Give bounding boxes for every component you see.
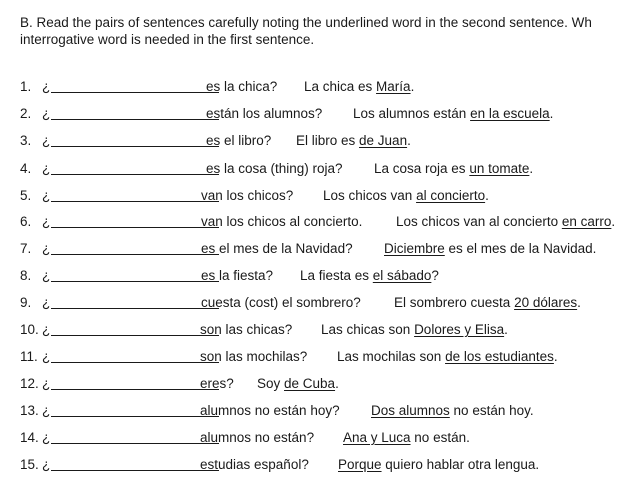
answer-after: . <box>577 295 581 310</box>
underlined-word: 20 dólares <box>514 295 578 310</box>
question-text: es la cosa (thing) roja? <box>206 161 343 176</box>
answer-sentence <box>304 79 414 94</box>
answer-blank[interactable] <box>51 119 219 120</box>
question-text: van los chicos al concierto. <box>201 214 363 229</box>
inverted-question-mark: ¿ <box>42 430 51 445</box>
item-number: 8. <box>20 268 32 283</box>
answer-after: . <box>529 161 534 176</box>
item-number: 13. <box>20 403 39 418</box>
answer-blank[interactable] <box>51 227 219 228</box>
inverted-question-mark: ¿ <box>42 106 51 121</box>
inverted-question-mark: ¿ <box>42 161 51 176</box>
answer-sentence <box>300 268 439 283</box>
item-number: 6. <box>20 214 32 229</box>
inverted-question-mark: ¿ <box>42 241 51 256</box>
answer-sentence <box>371 403 534 418</box>
answer-sentence <box>296 133 411 148</box>
question-text: cuesta (cost) el sombrero? <box>201 295 361 310</box>
answer-blank[interactable] <box>51 92 219 93</box>
question-text: van los chicos? <box>201 188 294 203</box>
answer-blank[interactable] <box>51 389 219 390</box>
answer-before: La fiesta es <box>300 268 373 283</box>
answer-before: La cosa roja es <box>374 161 470 176</box>
answer-after: ? <box>431 268 439 283</box>
underlined-word: un tomate <box>469 161 530 176</box>
item-number: 15. <box>20 457 39 472</box>
item-number: 3. <box>20 133 32 148</box>
underlined-word: de Juan <box>359 133 408 148</box>
item-number: 11. <box>20 349 38 364</box>
item-number: 1. <box>20 79 32 94</box>
answer-sentence <box>353 106 553 121</box>
item-number: 10. <box>20 322 39 337</box>
underlined-word: Dos alumnos <box>371 403 450 418</box>
underlined-word: el sábado <box>372 268 432 283</box>
question-text: están los alumnos? <box>206 106 323 121</box>
inverted-question-mark: ¿ <box>42 403 51 418</box>
underlined-word: al concierto <box>416 188 486 203</box>
answer-blank[interactable] <box>51 470 219 471</box>
item-number: 5. <box>20 188 32 203</box>
underlined-word: Diciembre <box>384 241 445 256</box>
answer-before: Soy <box>257 376 285 391</box>
inverted-question-mark: ¿ <box>42 214 51 229</box>
underlined-word: en carro <box>561 214 612 229</box>
inverted-question-mark: ¿ <box>42 295 51 310</box>
inverted-question-mark: ¿ <box>42 349 51 364</box>
inverted-question-mark: ¿ <box>42 188 51 203</box>
answer-before: La chica es <box>304 79 377 94</box>
item-number: 14. <box>20 430 39 445</box>
answer-after: . <box>611 214 616 229</box>
inverted-question-mark: ¿ <box>42 133 51 148</box>
answer-after: . <box>549 106 554 121</box>
answer-before: Las chicas son <box>321 322 415 337</box>
answer-blank[interactable] <box>51 362 219 363</box>
answer-before: El sombrero cuesta <box>394 295 515 310</box>
answer-after: . <box>407 133 411 148</box>
question-text: alumnos no están hoy? <box>200 403 340 418</box>
answer-before: Los chicos van al concierto <box>396 214 562 229</box>
answer-after: . <box>553 349 558 364</box>
question-text: alumnos no están? <box>200 430 315 445</box>
item-number: 4. <box>20 161 32 176</box>
answer-sentence <box>337 349 558 364</box>
answer-sentence <box>321 322 508 337</box>
question-text: es el mes de la Navidad? <box>201 241 353 256</box>
inverted-question-mark: ¿ <box>42 322 51 337</box>
answer-after: no están hoy. <box>449 403 534 418</box>
answer-sentence <box>338 457 539 472</box>
answer-blank[interactable] <box>51 201 219 202</box>
answer-sentence <box>396 214 615 229</box>
answer-blank[interactable] <box>51 416 219 417</box>
answer-after: quiero hablar otra lengua. <box>381 457 540 472</box>
instructions-line-2: interrogative word is needed in the first sentence. <box>20 32 315 47</box>
answer-sentence <box>343 430 470 445</box>
underlined-word: María <box>376 79 411 94</box>
underlined-word: de Cuba <box>284 376 336 391</box>
answer-after: . <box>485 188 489 203</box>
answer-after: . <box>335 376 339 391</box>
answer-blank[interactable] <box>51 146 219 147</box>
answer-blank[interactable] <box>51 281 219 282</box>
item-number: 9. <box>20 295 32 310</box>
underlined-word: en la escuela <box>470 106 550 121</box>
answer-blank[interactable] <box>51 335 219 336</box>
answer-after: es el mes de la Navidad. <box>444 241 597 256</box>
question-text: son las mochilas? <box>200 349 308 364</box>
inverted-question-mark: ¿ <box>42 457 51 472</box>
inverted-question-mark: ¿ <box>42 376 51 391</box>
question-text: eres? <box>200 376 234 391</box>
item-number: 2. <box>20 106 32 121</box>
inverted-question-mark: ¿ <box>42 79 51 94</box>
answer-sentence <box>384 241 596 256</box>
answer-sentence <box>257 376 339 391</box>
underlined-word: Ana y Luca <box>343 430 411 445</box>
instructions-line-1: B. Read the pairs of sentences carefully noting the underlined word in the second sentence. Wh <box>20 15 592 30</box>
answer-before: Los alumnos están <box>353 106 471 121</box>
answer-after: no están. <box>410 430 470 445</box>
answer-before: El libro es <box>296 133 360 148</box>
question-text: es la fiesta? <box>201 268 274 283</box>
answer-sentence <box>394 295 581 310</box>
underlined-word: Dolores y Elisa <box>414 322 505 337</box>
inverted-question-mark: ¿ <box>42 268 51 283</box>
item-number: 12. <box>20 376 39 391</box>
question-text: son las chicas? <box>200 322 293 337</box>
answer-sentence <box>374 161 533 176</box>
answer-before: Las mochilas son <box>337 349 446 364</box>
answer-before: Los chicos van <box>323 188 417 203</box>
instructions <box>20 14 635 48</box>
answer-blank[interactable] <box>51 174 219 175</box>
answer-blank[interactable] <box>51 308 219 309</box>
answer-blank[interactable] <box>51 254 219 255</box>
question-text: estudias español? <box>200 457 309 472</box>
item-number: 7. <box>20 241 32 256</box>
question-text: es la chica? <box>206 79 278 94</box>
question-text: es el libro? <box>206 133 272 148</box>
underlined-word: Porque <box>338 457 382 472</box>
answer-after: . <box>504 322 508 337</box>
answer-after: . <box>410 79 415 94</box>
answer-sentence <box>323 188 489 203</box>
answer-blank[interactable] <box>51 443 219 444</box>
underlined-word: de los estudiantes <box>445 349 554 364</box>
